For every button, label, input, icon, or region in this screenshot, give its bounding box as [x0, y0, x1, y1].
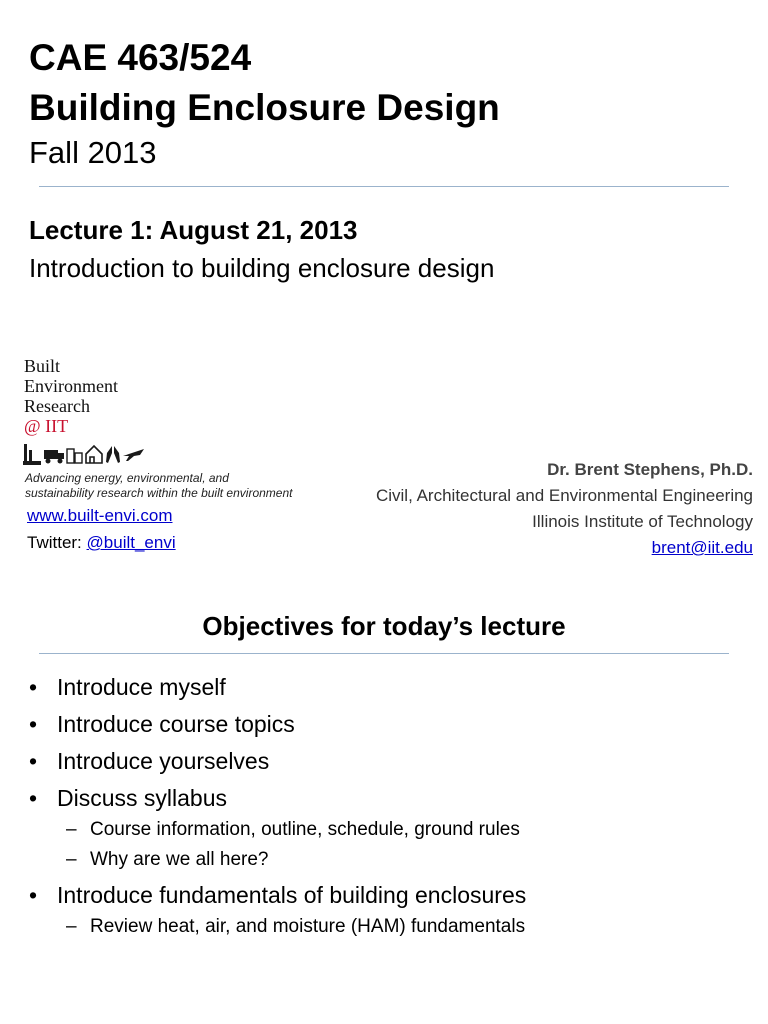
term: Fall 2013 — [29, 135, 157, 170]
list-item-text: Introduce course topics — [57, 711, 295, 737]
list-item-text: Introduce fundamentals of building enclosures — [57, 882, 527, 908]
dash-icon: – — [66, 916, 77, 937]
website-link[interactable]: www.built-envi.com — [27, 506, 173, 525]
logo-tagline — [25, 471, 292, 501]
lecture-title: Lecture 1: August 21, 2013 — [29, 215, 358, 245]
objectives-title: Objectives for today’s lecture — [202, 611, 566, 641]
dash-icon: – — [66, 819, 77, 840]
list-item — [29, 881, 749, 909]
lecture-subtitle: Introduction to building enclosure design — [29, 253, 495, 283]
factory-icon — [23, 444, 41, 465]
logo-line-built: Built — [24, 356, 61, 376]
logo — [24, 356, 118, 436]
list-item — [29, 818, 749, 842]
email-link[interactable]: brent@iit.edu — [651, 538, 753, 557]
list-item-text: Introduce yourselves — [57, 748, 270, 774]
bullet-icon: • — [29, 882, 38, 908]
list-item — [29, 710, 749, 738]
tagline-line-1: Advancing energy, environmental, and — [25, 471, 229, 485]
house-icon — [86, 446, 102, 463]
instructor-name: Dr. Brent Stephens, Ph.D. — [547, 460, 753, 479]
list-item-text: Course information, outline, schedule, ground rules — [90, 819, 520, 840]
list-item — [29, 848, 749, 872]
list-item-text: Introduce myself — [57, 674, 226, 700]
twitter-link[interactable]: @built_envi — [86, 533, 176, 552]
divider — [39, 186, 729, 187]
dash-icon: – — [66, 849, 77, 870]
institution: Illinois Institute of Technology — [532, 512, 753, 531]
twitter-label: Twitter: — [27, 533, 82, 552]
department: Civil, Architectural and Environmental Engineering — [375, 486, 753, 505]
airplane-icon — [123, 449, 144, 461]
bullet-icon: • — [29, 785, 38, 811]
course-code: CAE 463/524 — [29, 37, 252, 78]
list-item — [29, 784, 749, 812]
divider — [39, 653, 729, 654]
list-item — [29, 673, 749, 701]
bullet-icon: • — [29, 674, 38, 700]
contact-block — [376, 457, 753, 561]
list-item-text: Why are we all here? — [90, 849, 269, 870]
objectives-list — [29, 673, 749, 939]
logo-icons — [22, 441, 148, 467]
city-icon — [67, 449, 82, 463]
truck-icon — [44, 450, 64, 464]
list-item-text: Discuss syllabus — [57, 785, 227, 811]
bullet-icon: • — [29, 748, 38, 774]
tagline-line-2: sustainability research within the built environment — [25, 486, 293, 500]
list-item — [29, 915, 749, 939]
list-item-text: Review heat, air, and moisture (HAM) fundamentals — [90, 916, 526, 937]
logo-line-environment: Environment — [24, 376, 118, 396]
list-item — [29, 747, 749, 775]
twitter-line — [27, 532, 176, 554]
course-name: Building Enclosure Design — [29, 87, 500, 128]
logo-line-iit: @ IIT — [24, 416, 69, 436]
bullet-icon: • — [29, 711, 38, 737]
logo-line-research: Research — [24, 396, 90, 416]
lungs-icon — [106, 446, 120, 463]
